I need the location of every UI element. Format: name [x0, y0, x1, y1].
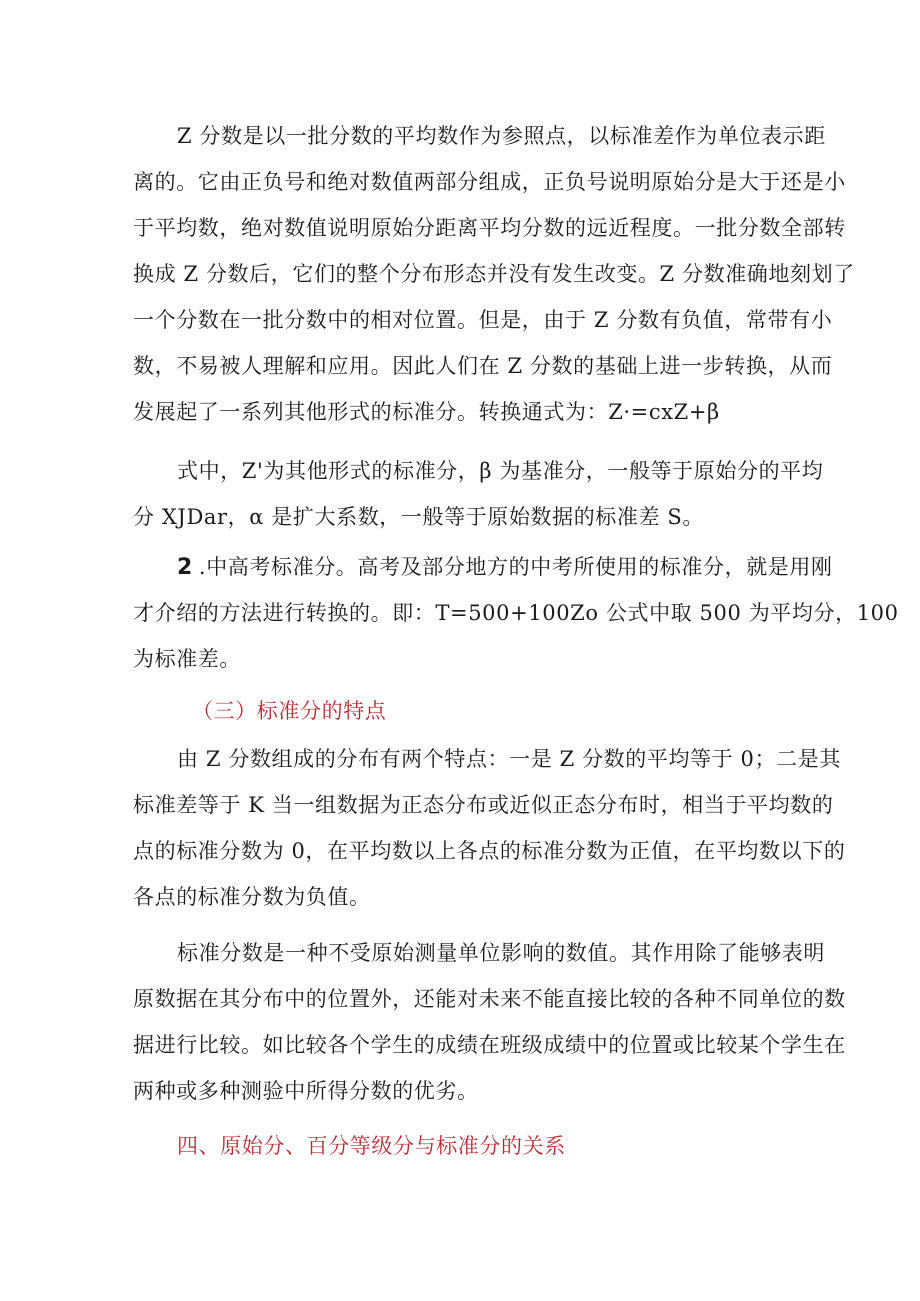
- text-line: [133, 544, 833, 590]
- list-number: 2: [177, 555, 193, 580]
- text-line: 于平均数，绝对数值说明原始分距离平均分数的远近程度。一批分数全部转: [133, 216, 846, 240]
- text-line: 各点的标准分数为负值。: [133, 885, 371, 909]
- paragraph-formula-explanation: [133, 448, 824, 540]
- section-heading-3: （三）标准分的特点: [192, 699, 387, 723]
- text-line: 一个分数在一批分数中的相对位置。但是，由于 Z 分数有负值，常带有小: [133, 308, 833, 332]
- text-line: 由 Z 分数组成的分布有两个特点：一是 Z 分数的平均等于 0；二是其: [177, 747, 841, 771]
- text-line: 式中，Z'为其他形式的标准分，β 为基准分，一般等于原始分的平均: [177, 459, 824, 483]
- paragraph-gaokao-standard-score: [133, 544, 899, 682]
- section-heading-4: 四、原始分、百分等级分与标准分的关系: [177, 1134, 566, 1158]
- text-line: 数，不易被人理解和应用。因此人们在 Z 分数的基础上进一步转换，从而: [133, 354, 833, 378]
- paragraph-standard-score-usage: [133, 930, 846, 1114]
- text-segment: .中高考标准分。高考及部分地方的中考所使用的标准分，就是用刚: [198, 555, 833, 579]
- text-line: 标准分数是一种不受原始测量单位影响的数值。其作用除了能够表明: [177, 941, 825, 965]
- text-line: 为标准差。: [133, 647, 241, 671]
- text-line: 点的标准分数为 0，在平均数以上各点的标准分数为正值，在平均数以下的: [133, 839, 846, 863]
- text-line: Z 分数是以一批分数的平均数作为参照点，以标准差作为单位表示距: [177, 124, 826, 148]
- paragraph-standard-score-features: [133, 736, 846, 920]
- text-line: 离的。它由正负号和绝对数值两部分组成，正负号说明原始分是大于还是小: [133, 170, 846, 194]
- text-line: 分 XJDar，α 是扩大系数，一般等于原始数据的标准差 S。: [133, 505, 704, 529]
- text-line: 换成 Z 分数后，它们的整个分布形态并没有发生改变。Z 分数准确地刻划了: [133, 262, 855, 286]
- text-line: 才介绍的方法进行转换的。即：T=500+100Zo 公式中取 500 为平均分，100: [133, 601, 899, 625]
- text-line: 据进行比较。如比较各个学生的成绩在班级成绩中的位置或比较某个学生在: [133, 1033, 846, 1057]
- paragraph-z-score-definition: [133, 113, 855, 435]
- text-line: 发展起了一系列其他形式的标准分。转换通式为：Z·=cxZ+β: [133, 400, 720, 424]
- text-line: 两种或多种测验中所得分数的优劣。: [133, 1079, 479, 1103]
- text-line: 原数据在其分布中的位置外，还能对未来不能直接比较的各种不同单位的数: [133, 987, 846, 1011]
- text-line: 标准差等于 K 当一组数据为正态分布或近似正态分布时，相当于平均数的: [133, 793, 834, 817]
